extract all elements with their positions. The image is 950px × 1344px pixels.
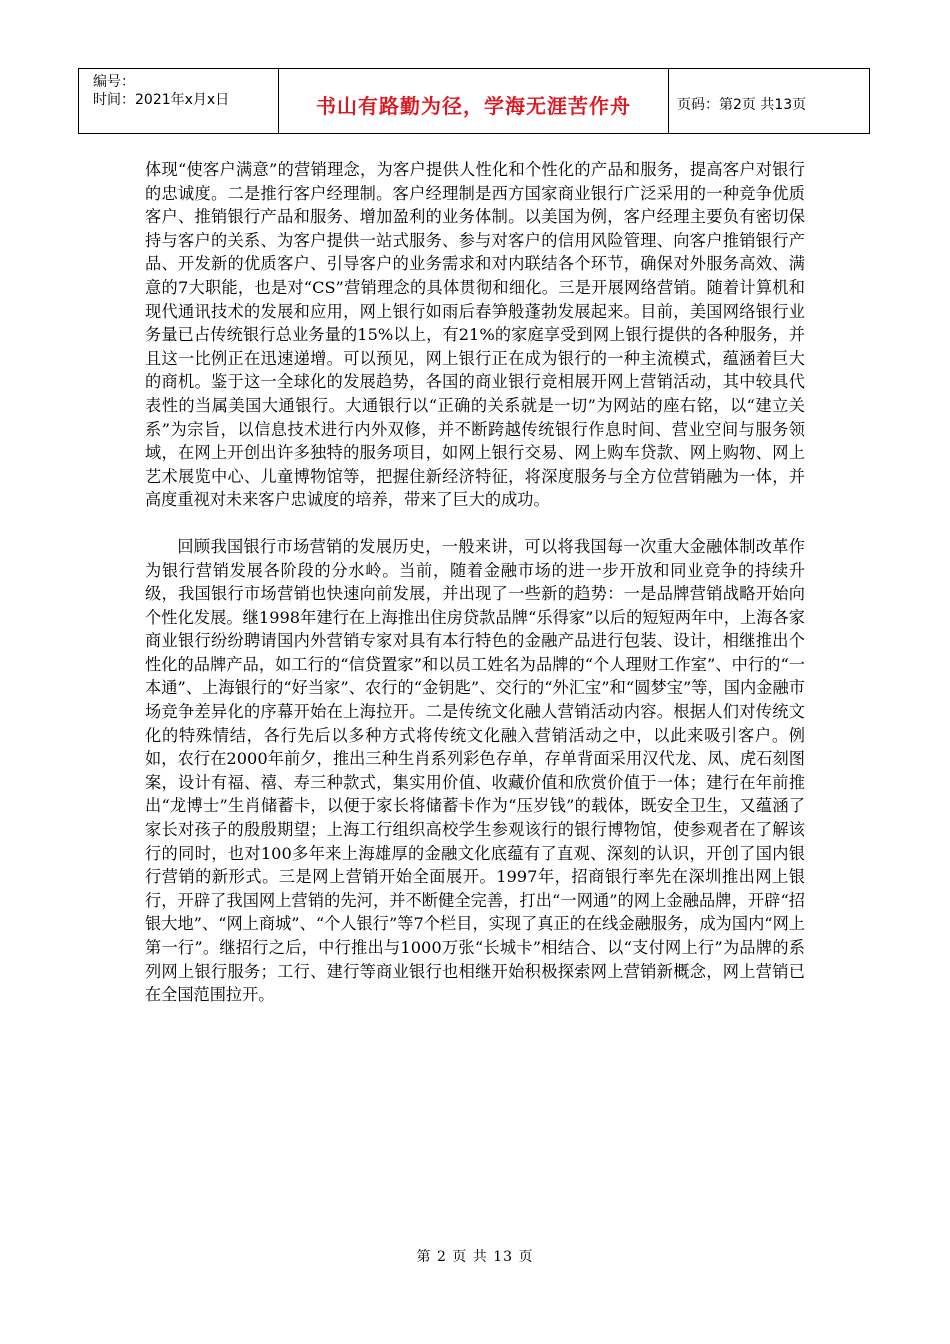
document-number-label: 编号： [93, 74, 135, 90]
document-body [145, 158, 805, 1007]
header-motto-cell [279, 69, 669, 133]
header-motto: 书山有路勤为径，学海无涯苦作舟 [316, 93, 631, 118]
page-footer: 第 2 页 共 13 页 [416, 1249, 534, 1265]
document-time-label: 时间：2021年x月x日 [93, 92, 230, 108]
body-paragraph: 回顾我国银行市场营销的发展历史，一般来讲，可以将我国每一次重大金融体制改革作为银行营销发展各阶段的分水岭。当前，随着金融市场的进一步开放和同业竞争的持续升级，我国银行市场营销也快速向前发展，并出现了一些新的趋势：一是品牌营销战略开始向个性化发展。继1998年建行在上海推出住房贷款品牌“乐得家”以后的短短两年中，上海各家商业银行纷纷聘请国内外营销专家对具有本行特色的金融产品进行包装、设计，相继推出个性化的品牌产品，如工行的“信贷置家”和以员工姓名为品牌的“个人理财工作室”、中行的“一本通”、上海银行的“好当家”、农行的“金钥匙”、交行的“外汇宝”和“圆梦宝”等，国内金融市场竞争差异化的序幕开始在上海拉开。二是传统文化融人营销活动内容。根据人们对传统文化的特殊情结，各行先后以多种方式将传统文化融入营销活动之中，以此来吸引客户。例如，农行在2000年前夕，推出三种生肖系列彩色存单，存单背面采用汉代龙、凤、虎石刻图案，设计有福、禧、寿三种款式，集实用价值、收藏价值和欣赏价值于一体；建行在年前推出“龙博士”生肖储蓄卡，以便于家长将储蓄卡作为“压岁钱”的载体，既安全卫生，又蕴涵了家长对孩子的殷殷期望；上海工行组织高校学生参观该行的银行博物馆，使参观者在了解该行的同时，也对100多年来上海雄厚的金融文化底蕴有了直观、深刻的认识，开创了国内银行营销的新形式。三是网上营销开始全面展开。1997年，招商银行率先在深圳推出网上银行，开辟了我国网上营销的先河，并不断健全完善，打出“一网通”的网上金融品牌，开辟“招银大地”、“网上商城”、“个人银行”等7个栏目，实现了真正的在线金融服务，成为国内“网上第一行”。继招行之后，中行推出与1000万张“长城卡”相结合、以“支付网上行”为品牌的系列网上银行服务；工行、建行等商业银行也相继开始积极探索网上营销新概念，网上营销已在全国范围拉开。 [145, 536, 805, 1005]
body-paragraph: 体现“使客户满意”的营销理念，为客户提供人性化和个性化的产品和服务，提高客户对银行的忠诚度。二是推行客户经理制。客户经理制是西方国家商业银行广泛采用的一种竞争优质客户、推销银行产品和服务、增加盈利的业务体制。以美国为例，客户经理主要负有密切保持与客户的关系、为客户提供一站式服务、参与对客户的信用风险管理、向客户推销银行产品、开发新的优质客户、引导客户的业务需求和对内联结各个环节，确保对外服务高效、满意的7大职能，也是对“CS”营销理念的具体贯彻和细化。三是开展网络营销。随着计算机和现代通讯技术的发展和应用，网上银行如雨后春笋般蓬勃发展起来。目前，美国网络银行业务量已占传统银行总业务量的15%以上，有21%的家庭享受到网上银行提供的各种服务，并且这一比例正在迅速递增。可以预见，网上银行正在成为银行的一种主流模式，蕴涵着巨大的商机。鉴于这一全球化的发展趋势，各国的商业银行竞相展开网上营销活动，其中较具代表性的当属美国大通银行。大通银行以“正确的关系就是一切”为网站的座右铭，以“建立关系”为宗旨，以信息技术进行内外双修，并不断跨越传统银行作息时间、营业空间与服务领域，在网上开创出许多独特的服务项目，如网上银行交易、网上购车贷款、网上购物、网上艺术展览中心、儿童博物馆等，把握住新经济特征，将深度服务与全方位营销融为一体，并高度重视对未来客户忠诚度的培养，带来了巨大的成功。 [145, 160, 805, 510]
header-page-info: 页码：第2页 共13页 [677, 97, 807, 113]
page-header [78, 68, 870, 134]
header-page-info-cell [669, 69, 869, 133]
header-meta [79, 69, 279, 133]
